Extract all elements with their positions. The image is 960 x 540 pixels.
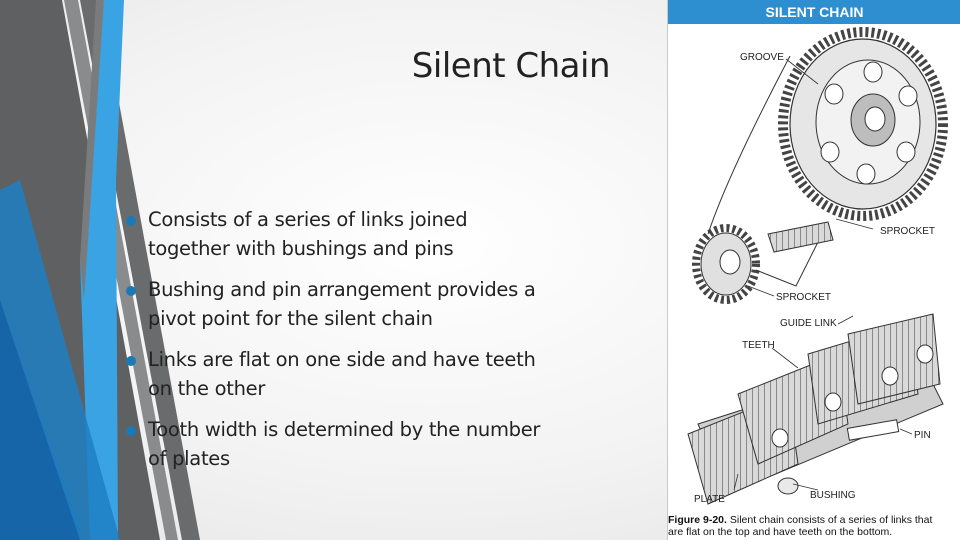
label-sprocket-large: SPROCKET xyxy=(880,226,936,237)
slide-title: Silent Chain xyxy=(411,46,610,86)
chain-segment xyxy=(768,222,833,252)
bullet-dot-icon xyxy=(126,216,136,226)
bullet-text: Consists of a series of links joined together with bushings and pins xyxy=(148,208,468,260)
chain-closeup xyxy=(688,314,943,504)
bullet-item xyxy=(124,275,544,333)
bullet-text: Tooth width is determined by the number of plates xyxy=(148,418,541,470)
label-sprocket-small: SPROCKET xyxy=(776,292,832,303)
bullet-text: Links are flat on one side and have teeth on the other xyxy=(148,348,536,400)
caption-text-1: Silent chain consists of a series of links that xyxy=(729,514,933,526)
label-bushing: BUSHING xyxy=(810,490,856,501)
caption-number: Figure 9-20. xyxy=(668,514,727,526)
caption-line-2: are flat on the top and have teeth on the bottom. xyxy=(668,526,893,538)
large-sprocket xyxy=(783,32,943,216)
label-plate: PLATE xyxy=(694,494,725,505)
small-sprocket xyxy=(696,228,756,300)
label-groove: GROOVE xyxy=(740,52,784,63)
bullet-dot-icon xyxy=(126,286,136,296)
bullet-dot-icon xyxy=(126,356,136,366)
figure-caption xyxy=(668,514,960,540)
label-teeth: TEETH xyxy=(742,340,775,351)
label-guide-link: GUIDE LINK xyxy=(780,318,837,329)
silent-chain-figure xyxy=(667,0,960,540)
label-pin: PIN xyxy=(914,430,931,441)
silent-chain-illustration xyxy=(668,24,960,514)
bullet-item xyxy=(124,345,544,403)
caption-line-1 xyxy=(668,514,960,526)
bullet-list xyxy=(124,205,544,485)
bullet-item xyxy=(124,415,544,473)
figure-header: SILENT CHAIN xyxy=(668,0,960,24)
bullet-dot-icon xyxy=(126,426,136,436)
bullet-text: Bushing and pin arrangement provides a pivot point for the silent chain xyxy=(148,278,536,330)
bullet-item xyxy=(124,205,544,263)
